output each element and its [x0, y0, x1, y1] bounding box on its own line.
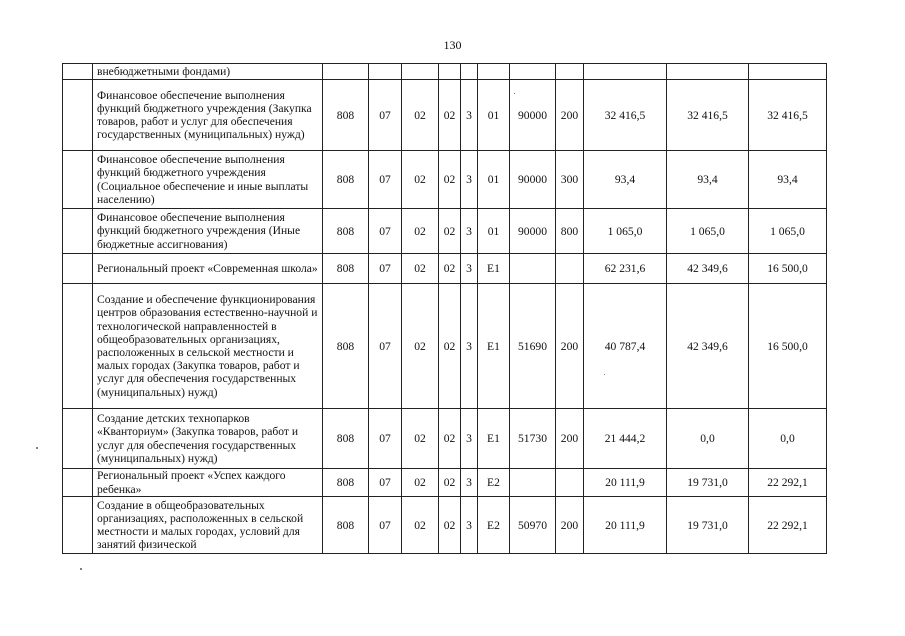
subsection-code-cell: 02 [402, 284, 439, 409]
project-code-cell: 01 [478, 151, 510, 209]
project-code-cell [478, 64, 510, 80]
subprogram-code-cell: 3 [461, 284, 478, 409]
expense-type-cell: 200 [556, 80, 584, 151]
table-row [63, 209, 827, 254]
item-name-cell: Создание в общеобразовательных организациях, расположенных в сельской местности и малых городах, условий для занятий физической [93, 497, 323, 554]
scan-speck [604, 374, 605, 375]
amount-year2-cell: 0,0 [667, 409, 749, 469]
row-index-cell [63, 80, 93, 151]
item-name-cell: Создание детских технопарков «Кванториум» (Закупка товаров, работ и услуг для обеспечения государственных (муниципальных) нужд) [93, 409, 323, 469]
item-name-cell: Региональный проект «Современная школа» [93, 254, 323, 284]
budget-table [62, 63, 827, 554]
section-code-cell: 07 [369, 254, 402, 284]
amount-year1-cell: 32 416,5 [584, 80, 667, 151]
amount-year1-cell: 21 444,2 [584, 409, 667, 469]
table-row [63, 284, 827, 409]
section-code-cell: 07 [369, 409, 402, 469]
amount-year1-cell: 93,4 [584, 151, 667, 209]
table-row [63, 409, 827, 469]
section-code-cell: 07 [369, 284, 402, 409]
amount-year3-cell: 16 500,0 [749, 284, 827, 409]
project-code-cell: E1 [478, 254, 510, 284]
item-name-cell: Создание и обеспечение функционирования центров образования естественно-научной и технологической направленностей в общеобразовательных организациях, расположенных в сельской местности и малых городах (Закупка товаров, работ и услуг для обеспечения государственных (муниципальных) нужд) [93, 284, 323, 409]
row-index-cell [63, 64, 93, 80]
subprogram-code-cell: 3 [461, 409, 478, 469]
amount-year1-cell: 20 111,9 [584, 469, 667, 497]
subprogram-code-cell: 3 [461, 151, 478, 209]
expense-type-cell: 200 [556, 409, 584, 469]
project-code-cell: 01 [478, 80, 510, 151]
expense-type-cell: 800 [556, 209, 584, 254]
row-index-cell [63, 151, 93, 209]
ministry-code-cell: 808 [323, 469, 369, 497]
item-name-cell: Финансовое обеспечение выполнения функций бюджетного учреждения (Социальное обеспечение и иные выплаты населению) [93, 151, 323, 209]
section-code-cell: 07 [369, 497, 402, 554]
section-code-cell: 07 [369, 151, 402, 209]
program-code-cell: 02 [439, 469, 461, 497]
project-code-cell: 01 [478, 209, 510, 254]
direction-code-cell [510, 64, 556, 80]
direction-code-cell: 90000 [510, 151, 556, 209]
amount-year1-cell: 20 111,9 [584, 497, 667, 554]
program-code-cell: 02 [439, 151, 461, 209]
table-row [63, 80, 827, 151]
scan-speck [36, 447, 38, 449]
ministry-code-cell: 808 [323, 80, 369, 151]
direction-code-cell: 50970 [510, 497, 556, 554]
project-code-cell: E2 [478, 497, 510, 554]
ministry-code-cell: 808 [323, 151, 369, 209]
row-index-cell [63, 209, 93, 254]
ministry-code-cell: 808 [323, 209, 369, 254]
row-index-cell [63, 254, 93, 284]
subprogram-code-cell [461, 64, 478, 80]
subprogram-code-cell: 3 [461, 497, 478, 554]
amount-year3-cell: 1 065,0 [749, 209, 827, 254]
page-number: 130 [443, 38, 462, 52]
item-name-cell: Финансовое обеспечение выполнения функций бюджетного учреждения (Закупка товаров, работ и услуг для обеспечения государственных (муниципальных) нужд) [93, 80, 323, 151]
subprogram-code-cell: 3 [461, 254, 478, 284]
subsection-code-cell: 02 [402, 151, 439, 209]
subsection-code-cell [402, 64, 439, 80]
subsection-code-cell: 02 [402, 469, 439, 497]
item-name-cell: Региональный проект «Успех каждого ребенка» [93, 469, 323, 497]
program-code-cell: 02 [439, 497, 461, 554]
direction-code-cell: 90000 [510, 209, 556, 254]
program-code-cell [439, 64, 461, 80]
amount-year2-cell: 32 416,5 [667, 80, 749, 151]
subprogram-code-cell: 3 [461, 209, 478, 254]
expense-type-cell: 300 [556, 151, 584, 209]
amount-year2-cell: 19 731,0 [667, 497, 749, 554]
section-code-cell: 07 [369, 469, 402, 497]
expense-type-cell [556, 254, 584, 284]
expense-type-cell: 200 [556, 497, 584, 554]
table-row [63, 469, 827, 497]
row-index-cell [63, 497, 93, 554]
amount-year3-cell: 93,4 [749, 151, 827, 209]
item-name-cell: Финансовое обеспечение выполнения функций бюджетного учреждения (Иные бюджетные ассигнования) [93, 209, 323, 254]
project-code-cell: E1 [478, 284, 510, 409]
amount-year2-cell: 1 065,0 [667, 209, 749, 254]
program-code-cell: 02 [439, 80, 461, 151]
ministry-code-cell: 808 [323, 284, 369, 409]
project-code-cell: E1 [478, 409, 510, 469]
program-code-cell: 02 [439, 254, 461, 284]
subsection-code-cell: 02 [402, 409, 439, 469]
program-code-cell: 02 [439, 409, 461, 469]
amount-year2-cell: 19 731,0 [667, 469, 749, 497]
table-row [63, 497, 827, 554]
expense-type-cell [556, 469, 584, 497]
scan-speck [514, 93, 515, 94]
subsection-code-cell: 02 [402, 497, 439, 554]
subprogram-code-cell: 3 [461, 80, 478, 151]
scan-speck [80, 568, 82, 570]
project-code-cell: E2 [478, 469, 510, 497]
amount-year3-cell: 22 292,1 [749, 497, 827, 554]
section-code-cell: 07 [369, 209, 402, 254]
direction-code-cell [510, 254, 556, 284]
ministry-code-cell: 808 [323, 254, 369, 284]
amount-year3-cell [749, 64, 827, 80]
direction-code-cell [510, 469, 556, 497]
amount-year3-cell: 32 416,5 [749, 80, 827, 151]
table-row [63, 254, 827, 284]
subsection-code-cell: 02 [402, 254, 439, 284]
subsection-code-cell: 02 [402, 209, 439, 254]
ministry-code-cell: 808 [323, 497, 369, 554]
amount-year1-cell: 62 231,6 [584, 254, 667, 284]
amount-year2-cell: 93,4 [667, 151, 749, 209]
direction-code-cell: 51690 [510, 284, 556, 409]
section-code-cell [369, 64, 402, 80]
direction-code-cell: 90000 [510, 80, 556, 151]
program-code-cell: 02 [439, 209, 461, 254]
row-index-cell [63, 409, 93, 469]
row-index-cell [63, 469, 93, 497]
amount-year3-cell: 16 500,0 [749, 254, 827, 284]
amount-year1-cell: 1 065,0 [584, 209, 667, 254]
amount-year2-cell: 42 349,6 [667, 284, 749, 409]
table-row [63, 151, 827, 209]
expense-type-cell: 200 [556, 284, 584, 409]
subprogram-code-cell: 3 [461, 469, 478, 497]
amount-year1-cell: 40 787,4 [584, 284, 667, 409]
direction-code-cell: 51730 [510, 409, 556, 469]
section-code-cell: 07 [369, 80, 402, 151]
program-code-cell: 02 [439, 284, 461, 409]
row-index-cell [63, 284, 93, 409]
table-row [63, 64, 827, 80]
amount-year2-cell [667, 64, 749, 80]
amount-year1-cell [584, 64, 667, 80]
amount-year2-cell: 42 349,6 [667, 254, 749, 284]
subsection-code-cell: 02 [402, 80, 439, 151]
ministry-code-cell: 808 [323, 409, 369, 469]
amount-year3-cell: 22 292,1 [749, 469, 827, 497]
expense-type-cell [556, 64, 584, 80]
amount-year3-cell: 0,0 [749, 409, 827, 469]
item-name-cell: внебюджетными фондами) [93, 64, 323, 80]
ministry-code-cell [323, 64, 369, 80]
